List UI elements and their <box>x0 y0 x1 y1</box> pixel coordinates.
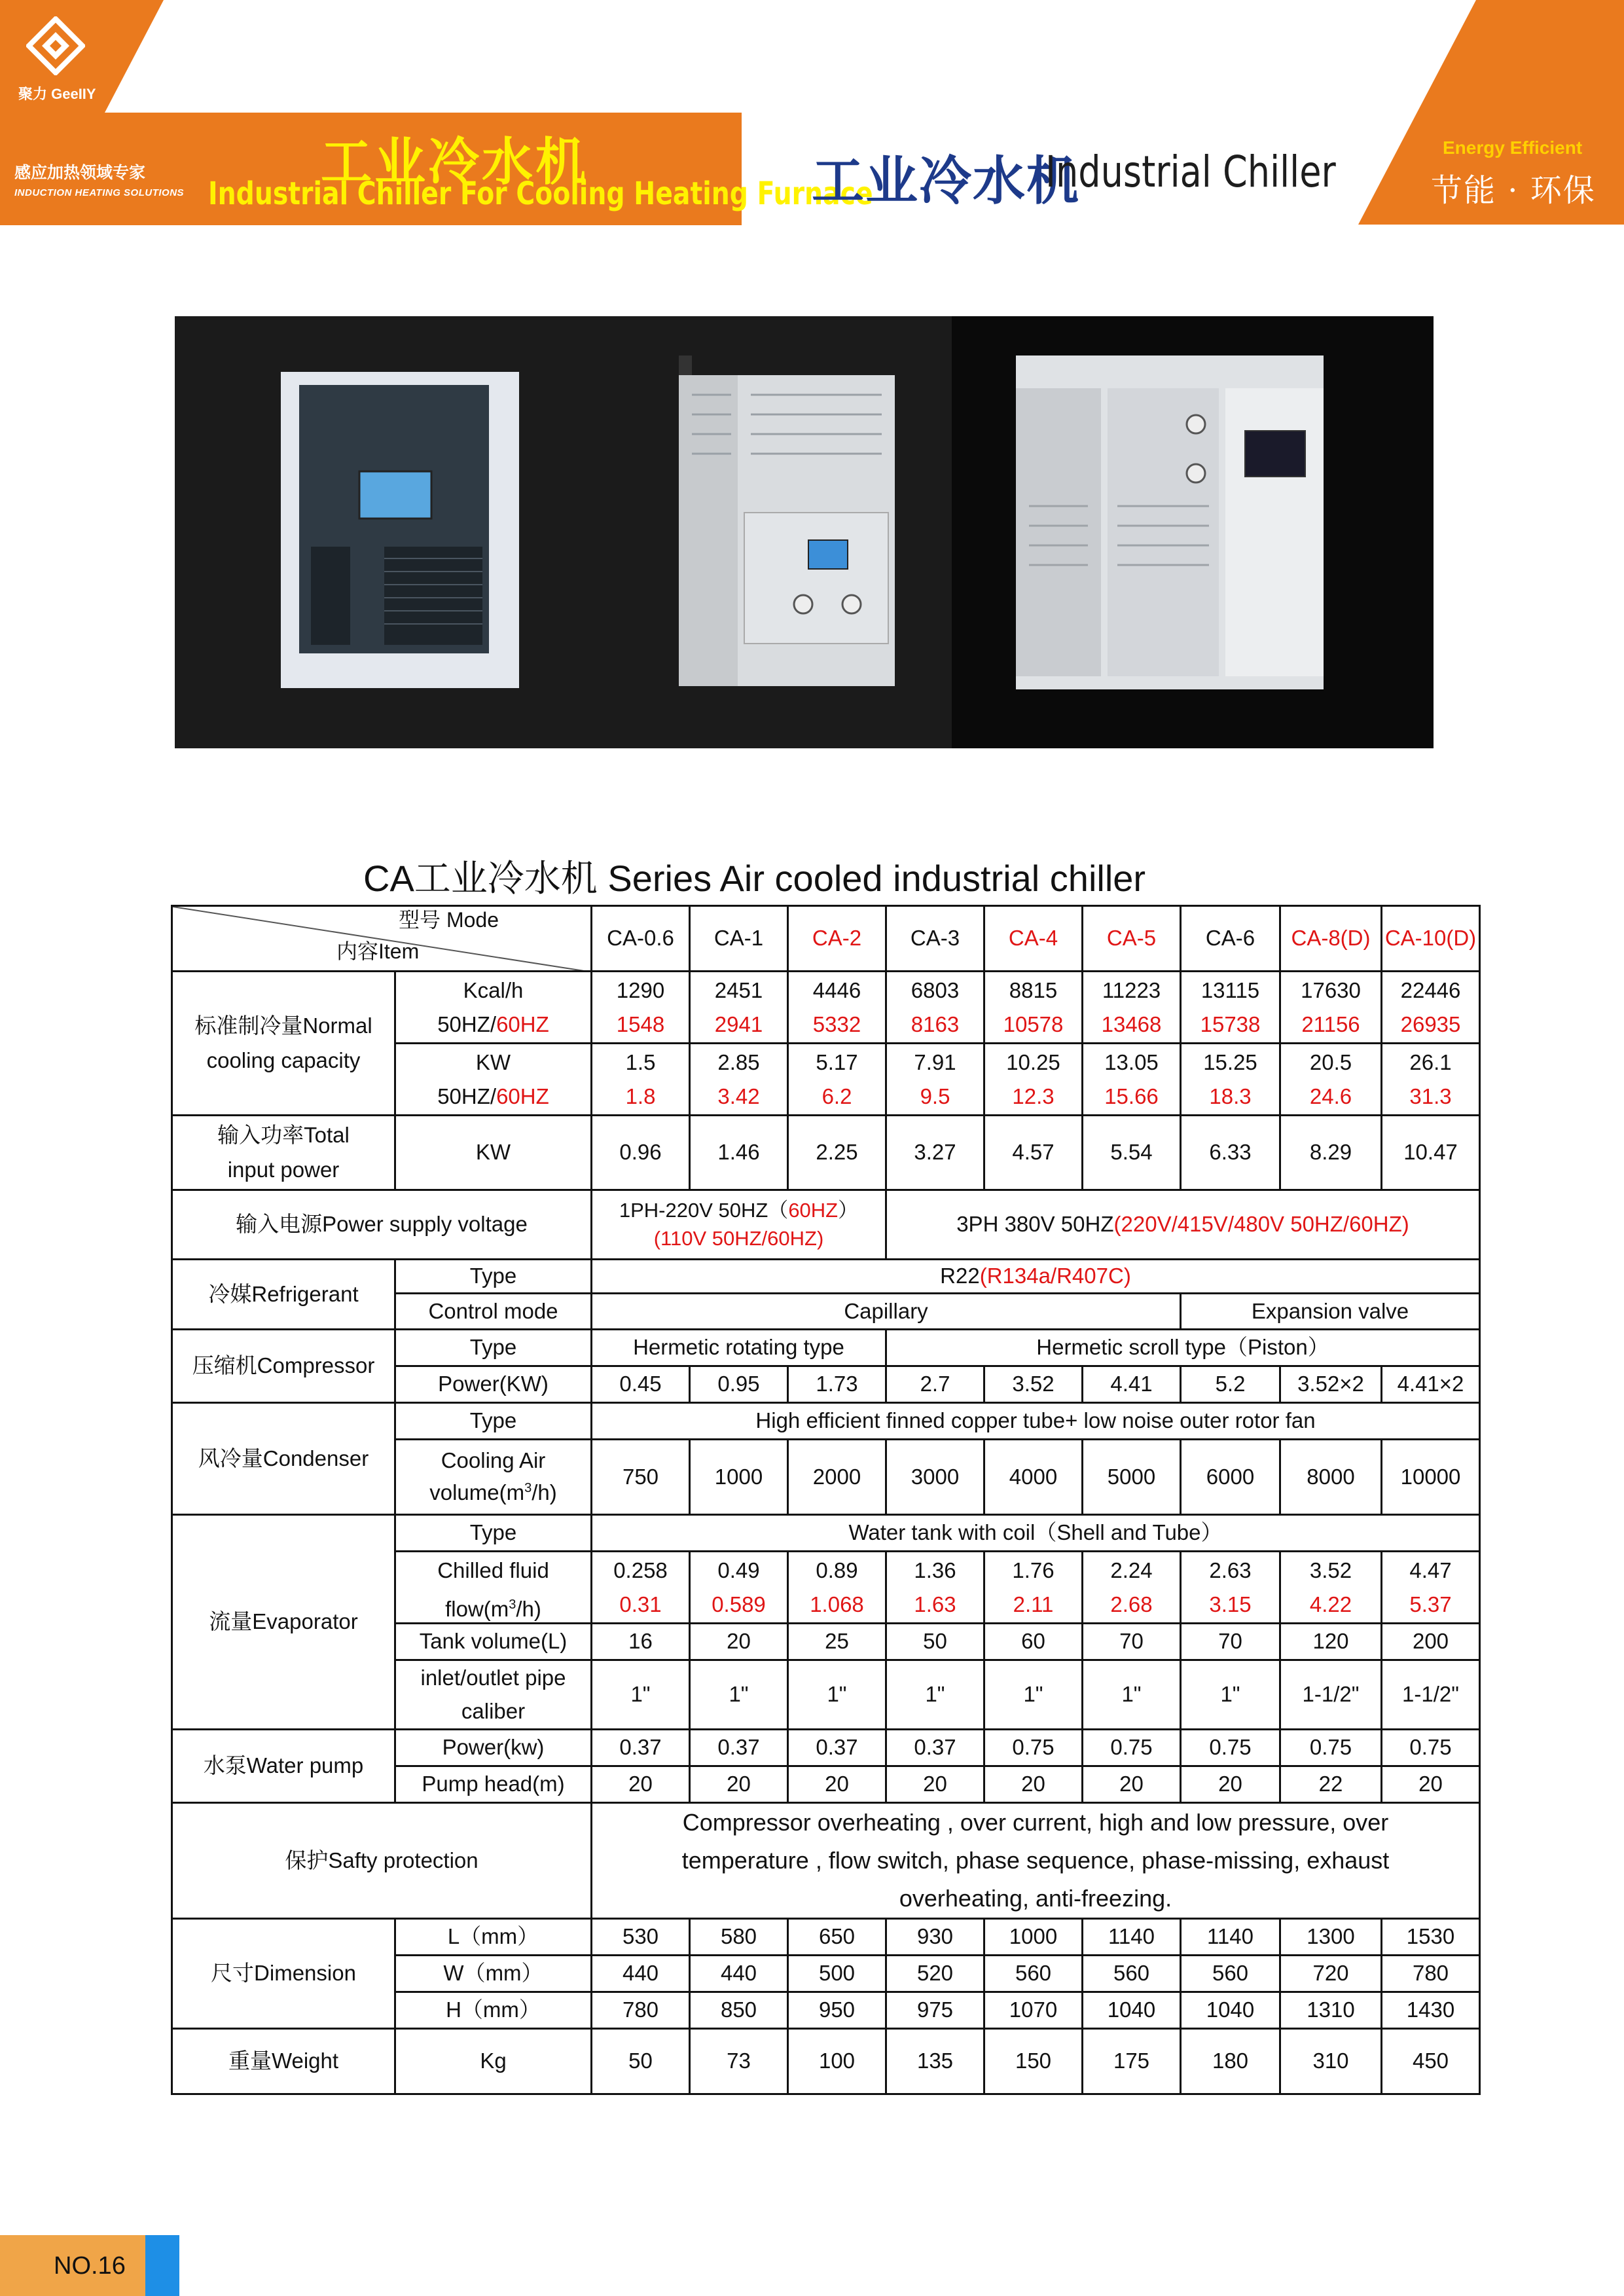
data-cell: 22446 26935 <box>1382 972 1480 1044</box>
table-row <box>172 972 1480 1044</box>
slogan-cn: 感应加热领域专家 <box>14 163 146 182</box>
data-cell: 1" <box>886 1660 984 1730</box>
power-supply-single-phase: 1PH-220V 50HZ（60HZ） (110V 50HZ/60HZ) <box>592 1190 886 1260</box>
data-cell: 1000 <box>984 1919 1083 1956</box>
energy-efficient-label: Energy Efficient <box>1443 137 1583 158</box>
sub-label-tank-volume: Tank volume(L) <box>395 1624 592 1660</box>
table-row <box>172 1190 1480 1260</box>
data-cell: 10000 <box>1382 1440 1480 1515</box>
data-cell: 1.73 <box>788 1366 886 1403</box>
data-cell: 2.24 2.68 <box>1083 1552 1181 1624</box>
data-cell: 6803 8163 <box>886 972 984 1044</box>
data-cell: 15.25 18.3 <box>1181 1044 1280 1116</box>
data-cell: 8.29 <box>1280 1116 1382 1190</box>
model-header: CA-3 <box>886 906 984 972</box>
data-cell: 20 <box>886 1766 984 1803</box>
chiller-image-medium <box>679 355 895 686</box>
row-label-water-pump: 水泵Water pump <box>172 1730 395 1803</box>
sub-label-type: Type <box>395 1260 592 1294</box>
data-cell: 560 <box>1181 1956 1280 1992</box>
data-cell: 1070 <box>984 1992 1083 2029</box>
data-cell: 20 <box>788 1766 886 1803</box>
data-cell: 180 <box>1181 2029 1280 2094</box>
brand-name: 聚力 GeeIIY <box>18 86 96 102</box>
chiller-image-small <box>281 372 519 688</box>
sub-label-power: Power(KW) <box>395 1366 592 1403</box>
data-cell: 750 <box>592 1440 690 1515</box>
banner-title-en: Industrial Chiller For Cooling Heating Furnace <box>208 175 873 212</box>
row-label-condenser: 风冷量Condenser <box>172 1403 395 1515</box>
data-cell: 17630 21156 <box>1280 972 1382 1044</box>
evaporator-type: Water tank with coil（Shell and Tube） <box>592 1515 1480 1552</box>
data-cell: 22 <box>1280 1766 1382 1803</box>
data-cell: 1040 <box>1083 1992 1181 2029</box>
data-cell: 70 <box>1181 1624 1280 1660</box>
data-cell: 1-1/2" <box>1382 1660 1480 1730</box>
row-label-refrigerant: 冷媒Refrigerant <box>172 1260 395 1330</box>
sub-label-kcal: Kcal/h 50HZ/60HZ <box>395 972 592 1044</box>
data-cell: 780 <box>592 1992 690 2029</box>
sub-label-kw: KW 50HZ/60HZ <box>395 1044 592 1116</box>
condenser-type: High efficient finned copper tube+ low noise outer rotor fan <box>592 1403 1480 1440</box>
data-cell: 850 <box>690 1992 788 2029</box>
data-cell: 0.89 1.068 <box>788 1552 886 1624</box>
data-cell: 2.85 3.42 <box>690 1044 788 1116</box>
model-header: CA-10(D) <box>1382 906 1480 972</box>
row-label-compressor: 压缩机Compressor <box>172 1330 395 1403</box>
row-label-cooling: 标准制冷量Normal cooling capacity <box>172 972 395 1116</box>
data-cell: 1.46 <box>690 1116 788 1190</box>
data-cell: 20 <box>1181 1766 1280 1803</box>
data-cell: 3.27 <box>886 1116 984 1190</box>
row-label-power-supply: 输入电源Power supply voltage <box>172 1190 592 1260</box>
table-row <box>172 2029 1480 2094</box>
data-cell: 60 <box>984 1624 1083 1660</box>
sub-label-control-mode: Control mode <box>395 1294 592 1330</box>
data-cell: 0.37 <box>886 1730 984 1766</box>
data-cell: 3.52×2 <box>1280 1366 1382 1403</box>
table-header-row <box>172 906 1480 972</box>
data-cell: 650 <box>788 1919 886 1956</box>
data-cell: 5.17 6.2 <box>788 1044 886 1116</box>
data-cell: 1530 <box>1382 1919 1480 1956</box>
sub-label-kg: Kg <box>395 2029 592 2094</box>
table-title: CA工业冷水机 Series Air cooled industrial chiller <box>363 858 1146 899</box>
power-supply-three-phase: 3PH 380V 50HZ(220V/415V/480V 50HZ/60HZ) <box>886 1190 1480 1260</box>
data-cell: 20 <box>690 1766 788 1803</box>
data-cell: 26.1 31.3 <box>1382 1044 1480 1116</box>
item-label: 内容Item <box>336 939 420 963</box>
data-cell: 1000 <box>690 1440 788 1515</box>
control-mode-capillary: Capillary <box>592 1294 1181 1330</box>
model-header: CA-8(D) <box>1280 906 1382 972</box>
data-cell: 6.33 <box>1181 1116 1280 1190</box>
brand-logo-icon <box>26 16 85 75</box>
data-cell: 3.52 <box>984 1366 1083 1403</box>
data-cell: 4.57 <box>984 1116 1083 1190</box>
data-cell: 0.258 0.31 <box>592 1552 690 1624</box>
data-cell: 560 <box>1083 1956 1181 1992</box>
data-cell: 1430 <box>1382 1992 1480 2029</box>
page-number: NO.16 <box>54 2252 126 2280</box>
data-cell: 560 <box>984 1956 1083 1992</box>
data-cell: 50 <box>886 1624 984 1660</box>
data-cell: 4.47 5.37 <box>1382 1552 1480 1624</box>
row-label-protection: 保护Safty protection <box>172 1803 592 1919</box>
data-cell: 0.75 <box>1280 1730 1382 1766</box>
data-cell: 10.47 <box>1382 1116 1480 1190</box>
compressor-type-rotating: Hermetic rotating type <box>592 1330 886 1366</box>
data-cell: 20.5 24.6 <box>1280 1044 1382 1116</box>
data-cell: 20 <box>592 1766 690 1803</box>
data-cell: 0.75 <box>984 1730 1083 1766</box>
data-cell: 310 <box>1280 2029 1382 2094</box>
data-cell: 1" <box>1181 1660 1280 1730</box>
data-cell: 950 <box>788 1992 886 2029</box>
data-cell: 0.75 <box>1181 1730 1280 1766</box>
data-cell: 500 <box>788 1956 886 1992</box>
data-cell: 70 <box>1083 1624 1181 1660</box>
data-cell: 150 <box>984 2029 1083 2094</box>
data-cell: 580 <box>690 1919 788 1956</box>
model-header: CA-2 <box>788 906 886 972</box>
footer-accent-bar <box>145 2235 179 2296</box>
data-cell: 16 <box>592 1624 690 1660</box>
data-cell: 1" <box>788 1660 886 1730</box>
data-cell: 200 <box>1382 1624 1480 1660</box>
data-cell: 2451 2941 <box>690 972 788 1044</box>
data-cell: 4446 5332 <box>788 972 886 1044</box>
header-diagonal-cell <box>172 906 592 972</box>
page-title-cn: 工业冷水机 <box>812 151 1080 211</box>
data-cell: 2.63 3.15 <box>1181 1552 1280 1624</box>
product-photo-strip <box>175 316 1434 748</box>
data-cell: 0.95 <box>690 1366 788 1403</box>
data-cell: 1" <box>1083 1660 1181 1730</box>
data-cell: 13115 15738 <box>1181 972 1280 1044</box>
data-cell: 440 <box>592 1956 690 1992</box>
table-row <box>172 1116 1480 1190</box>
data-cell: 20 <box>984 1766 1083 1803</box>
data-cell: 7.91 9.5 <box>886 1044 984 1116</box>
data-cell: 5.2 <box>1181 1366 1280 1403</box>
data-cell: 20 <box>1083 1766 1181 1803</box>
sub-label-pump-power: Power(kw) <box>395 1730 592 1766</box>
data-cell: 1040 <box>1181 1992 1280 2029</box>
data-cell: 1140 <box>1083 1919 1181 1956</box>
data-cell: 1" <box>984 1660 1083 1730</box>
data-cell: 3.52 4.22 <box>1280 1552 1382 1624</box>
data-cell: 25 <box>788 1624 886 1660</box>
chiller-image-large <box>1016 355 1324 689</box>
data-cell: 0.45 <box>592 1366 690 1403</box>
data-cell: 20 <box>1382 1766 1480 1803</box>
sub-label-type: Type <box>395 1330 592 1366</box>
data-cell: 6000 <box>1181 1440 1280 1515</box>
table-row <box>172 1919 1480 1956</box>
data-cell: 100 <box>788 2029 886 2094</box>
energy-slogan-cn: 节能 · 环保 <box>1431 172 1596 209</box>
data-cell: 10.25 12.3 <box>984 1044 1083 1116</box>
data-cell: 1140 <box>1181 1919 1280 1956</box>
data-cell: 0.96 <box>592 1116 690 1190</box>
spec-table <box>171 905 1481 2095</box>
table-row <box>172 1403 1480 1440</box>
data-cell: 780 <box>1382 1956 1480 1992</box>
data-cell: 8815 10578 <box>984 972 1083 1044</box>
data-cell: 8000 <box>1280 1440 1382 1515</box>
data-cell: 0.37 <box>592 1730 690 1766</box>
table-row <box>172 1730 1480 1766</box>
data-cell: 1.5 1.8 <box>592 1044 690 1116</box>
data-cell: 530 <box>592 1919 690 1956</box>
data-cell: 0.49 0.589 <box>690 1552 788 1624</box>
data-cell: 0.37 <box>788 1730 886 1766</box>
data-cell: 13.05 15.66 <box>1083 1044 1181 1116</box>
data-cell: 450 <box>1382 2029 1480 2094</box>
table-row <box>172 1803 1480 1919</box>
slogan-en: INDUCTION HEATING SOLUTIONS <box>14 187 185 198</box>
sub-label-pipe-caliber: inlet/outlet pipe caliber <box>395 1660 592 1730</box>
data-cell: 2000 <box>788 1440 886 1515</box>
data-cell: 50 <box>592 2029 690 2094</box>
refrigerant-type: R22(R134a/R407C) <box>592 1260 1480 1294</box>
data-cell: 4.41×2 <box>1382 1366 1480 1403</box>
mode-label: 型号 Mode <box>399 908 499 932</box>
compressor-type-scroll: Hermetic scroll type（Piston） <box>886 1330 1480 1366</box>
data-cell: 720 <box>1280 1956 1382 1992</box>
data-cell: 1.76 2.11 <box>984 1552 1083 1624</box>
data-cell: 175 <box>1083 2029 1181 2094</box>
model-header: CA-6 <box>1181 906 1280 972</box>
protection-text: Compressor overheating , over current, high and low pressure, over temperature , flow switch, phase sequence, phase-missing, exhaust overheating, anti-freezing. <box>592 1803 1480 1919</box>
data-cell: 0.75 <box>1382 1730 1480 1766</box>
data-cell: 0.75 <box>1083 1730 1181 1766</box>
model-header: CA-5 <box>1083 906 1181 972</box>
table-row <box>172 1330 1480 1366</box>
sub-label-type: Type <box>395 1403 592 1440</box>
banner-title-cn: 工业冷水机 <box>321 133 590 192</box>
data-cell: 4.41 <box>1083 1366 1181 1403</box>
data-cell: 5.54 <box>1083 1116 1181 1190</box>
data-cell: 73 <box>690 2029 788 2094</box>
table-row <box>172 1260 1480 1294</box>
data-cell: 5000 <box>1083 1440 1181 1515</box>
data-cell: 440 <box>690 1956 788 1992</box>
sub-label-chilled-flow: Chilled fluid $flow(m^3/h)$ <box>395 1552 592 1624</box>
data-cell: 135 <box>886 2029 984 2094</box>
data-cell: 20 <box>690 1624 788 1660</box>
data-cell: 2.25 <box>788 1116 886 1190</box>
data-cell: 120 <box>1280 1624 1382 1660</box>
sub-label-length: L（mm） <box>395 1919 592 1956</box>
data-cell: 1310 <box>1280 1992 1382 2029</box>
data-cell: 520 <box>886 1956 984 1992</box>
sub-label-pump-head: Pump head(m) <box>395 1766 592 1803</box>
row-label-evaporator: 流量Evaporator <box>172 1515 395 1730</box>
model-header: CA-0.6 <box>592 906 690 972</box>
model-header: CA-4 <box>984 906 1083 972</box>
data-cell: 11223 13468 <box>1083 972 1181 1044</box>
table-row <box>172 1515 1480 1552</box>
data-cell: 4000 <box>984 1440 1083 1515</box>
data-cell: 1" <box>592 1660 690 1730</box>
row-label-dimension: 尺寸Dimension <box>172 1919 395 2029</box>
sub-label-type: Type <box>395 1515 592 1552</box>
control-mode-expansion: Expansion valve <box>1181 1294 1480 1330</box>
data-cell: 930 <box>886 1919 984 1956</box>
data-cell: 975 <box>886 1992 984 2029</box>
sub-label-cooling-air: Cooling Air $volume(m^3/h)$ <box>395 1440 592 1515</box>
data-cell: 2.7 <box>886 1366 984 1403</box>
sub-label-width: W（mm） <box>395 1956 592 1992</box>
data-cell: 0.37 <box>690 1730 788 1766</box>
sub-label-height: H（mm） <box>395 1992 592 2029</box>
data-cell: 3000 <box>886 1440 984 1515</box>
model-header: CA-1 <box>690 906 788 972</box>
row-label-weight: 重量Weight <box>172 2029 395 2094</box>
data-cell: 1" <box>690 1660 788 1730</box>
data-cell: 1290 1548 <box>592 972 690 1044</box>
data-cell: 1300 <box>1280 1919 1382 1956</box>
page-title-en: Industrial Chiller <box>1045 147 1336 197</box>
data-cell: 1-1/2" <box>1280 1660 1382 1730</box>
row-label-input-power: 输入功率Total input power <box>172 1116 395 1190</box>
sub-label-kw: KW <box>395 1116 592 1190</box>
data-cell: 1.36 1.63 <box>886 1552 984 1624</box>
